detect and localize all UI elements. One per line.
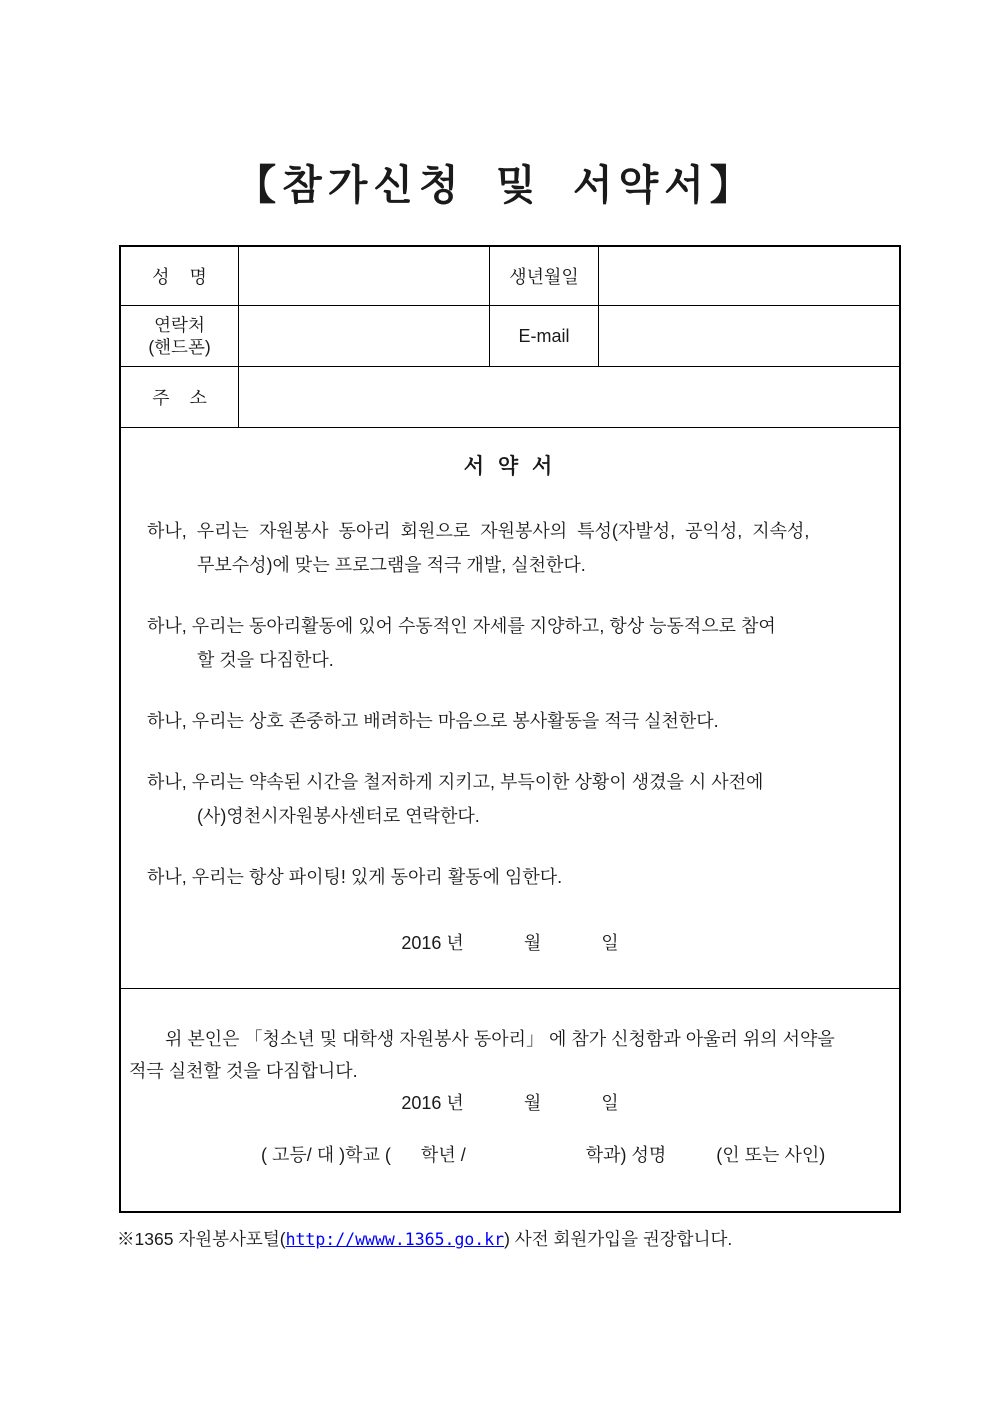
signature-line: ( 고등/ 대 )학교 ( 학년 / 학과) 성명 (인 또는 사인) bbox=[261, 1145, 826, 1165]
pledge-clause bbox=[121, 514, 899, 582]
contact-label-line2: (핸드폰) bbox=[148, 337, 211, 357]
form-sheet bbox=[119, 245, 901, 1213]
email-label: E-mail bbox=[490, 306, 599, 366]
pledge-section bbox=[121, 428, 899, 989]
pledge-clause-line: 하나, 우리는 동아리활동에 있어 수동적인 자세를 지양하고, 항상 능동적으로 참여 bbox=[147, 616, 776, 636]
contact-label bbox=[121, 306, 239, 366]
pledge-clause-line: 하나, 우리는 약속된 시간을 철저하게 지키고, 부득이한 상황이 생겼을 시 사전에 bbox=[147, 772, 764, 792]
pledge-clause bbox=[121, 860, 899, 894]
pledge-date: 2016 년 월 일 bbox=[401, 933, 619, 953]
form-row-address bbox=[121, 367, 899, 428]
pledge-clause-line: 무보수성)에 맞는 프로그램을 적극 개발, 실천한다. bbox=[197, 555, 586, 575]
birthdate-value-cell[interactable] bbox=[599, 247, 899, 305]
name-label: 성 명 bbox=[121, 247, 239, 305]
application-section bbox=[121, 989, 899, 1211]
pledge-clause-line: 하나, 우리는 항상 파이팅! 있게 동아리 활동에 임한다. bbox=[147, 867, 563, 887]
address-value-cell[interactable] bbox=[239, 367, 899, 427]
application-paragraph-line: 적극 실천할 것을 다짐합니다. bbox=[129, 1061, 358, 1081]
application-paragraph-line: 위 본인은 「청소년 및 대학생 자원봉사 동아리」 에 참가 신청함과 아울러 위의 서약을 bbox=[165, 1029, 835, 1049]
email-value-cell[interactable] bbox=[599, 306, 899, 366]
pledge-clause bbox=[121, 765, 899, 833]
application-date: 2016 년 월 일 bbox=[401, 1093, 619, 1113]
pledge-clause-line: 하나, 우리는 자원봉사 동아리 회원으로 자원봉사의 특성(자발성, 공익성, 지속성, bbox=[147, 521, 810, 541]
form-row-contact-email bbox=[121, 306, 899, 367]
footer-note bbox=[117, 1226, 732, 1251]
page-title: 【참가신청 및 서약서】 bbox=[235, 162, 757, 208]
contact-value-cell[interactable] bbox=[239, 306, 490, 366]
pledge-heading: 서 약 서 bbox=[463, 455, 557, 478]
pledge-clause bbox=[121, 609, 899, 677]
pledge-clauses bbox=[121, 514, 899, 894]
footer-suffix: ) 사전 회원가입을 권장합니다. bbox=[504, 1229, 733, 1249]
pledge-clause bbox=[121, 704, 899, 738]
portal-link[interactable]: http://wwww.1365.go.kr bbox=[285, 1230, 505, 1249]
contact-label-line1: 연락처 bbox=[154, 315, 205, 335]
pledge-clause-line: 하나, 우리는 상호 존중하고 배려하는 마음으로 봉사활동을 적극 실천한다. bbox=[147, 711, 719, 731]
pledge-clause-line: (사)영천시자원봉사센터로 연락한다. bbox=[197, 806, 480, 826]
name-value-cell[interactable] bbox=[239, 247, 490, 305]
footer-prefix: ※1365 자원봉사포털( bbox=[117, 1229, 286, 1249]
address-label: 주 소 bbox=[121, 367, 239, 427]
birthdate-label: 생년월일 bbox=[490, 247, 599, 305]
form-row-name-birth bbox=[121, 247, 899, 306]
pledge-clause-line: 할 것을 다짐한다. bbox=[197, 650, 334, 670]
